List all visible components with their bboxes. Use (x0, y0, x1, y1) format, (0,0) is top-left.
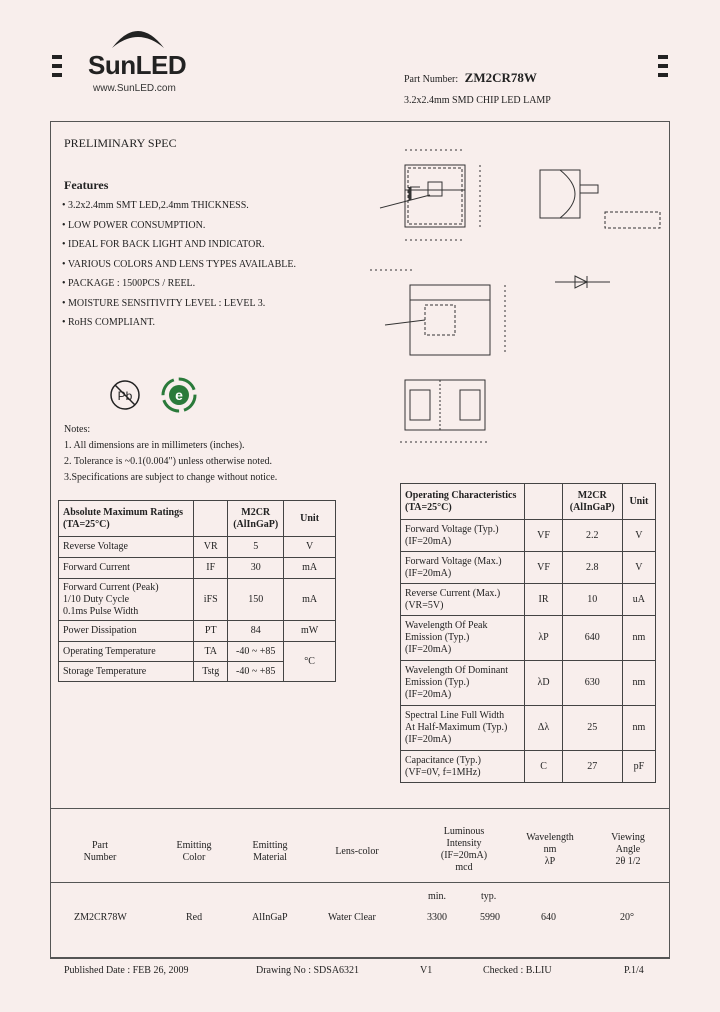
operating-characteristics-table (400, 483, 656, 783)
row-wavelength: 640 (541, 912, 556, 923)
table-row: Power Dissipation PT 84 mW (59, 621, 336, 642)
intensity-min-label: min. (428, 891, 447, 902)
checked-by: Checked : B.LIU (483, 965, 552, 976)
selection-header (50, 826, 670, 876)
feature-item: • VARIOUS COLORS AND LENS TYPES AVAILABLE. (62, 258, 297, 270)
table-row: Storage Temperature Tstg -40 ~ +85 (59, 662, 336, 682)
page-number: P.1/4 (624, 965, 644, 976)
brand-logo: SunLED (88, 50, 187, 80)
pb-badge-text: Pb (117, 389, 133, 403)
note-item: 2. Tolerance is ~0.1(0.004") unless otherwise noted. (64, 456, 273, 467)
selection-guide-top-rule (50, 808, 670, 809)
temp-unit: °C (284, 642, 336, 682)
table-row: Operating Temperature TA -40 ~ +85 °C (59, 642, 336, 662)
side-view-drawing (540, 170, 660, 228)
left-mark-1 (52, 55, 62, 59)
selection-row (50, 912, 670, 926)
right-mark-2 (658, 64, 668, 68)
published-date: Published Date : FEB 26, 2009 (64, 965, 189, 976)
col-part-number: Part Number (83, 840, 117, 863)
feature-item: • IDEAL FOR BACK LIGHT AND INDICATOR. (62, 239, 265, 250)
drawing-number: Drawing No : SDSA6321 (256, 965, 360, 976)
table-row: Forward Voltage (Typ.) (IF=20mA) VF 2.2 V (401, 520, 656, 552)
col-emitting-material: Emitting Material (252, 840, 288, 863)
notes-block (64, 422, 277, 486)
rohs-badge-text: e (175, 387, 183, 403)
package-dimension-drawing (330, 140, 670, 460)
part-number-line (404, 70, 537, 86)
solder-pad-drawing (400, 380, 490, 442)
abs-max-title: Absolute Maximum Ratings (TA=25°C) (59, 501, 194, 537)
col-emitting-color: Emitting Color (176, 840, 212, 863)
intensity-typ-label: typ. (481, 891, 497, 902)
note-item: 3.Specifications are subject to change without notice. (64, 472, 278, 483)
bottom-view-drawing (370, 270, 505, 355)
col-wavelength: Wavelength nm λP (526, 832, 574, 867)
table-row: Capacitance (Typ.) (VF=0V, f=1MHz) C 27 pF (401, 751, 656, 783)
col-viewing-angle: Viewing Angle 2θ 1/2 (611, 832, 645, 867)
footer-rule (50, 958, 670, 959)
feature-item: • PACKAGE : 1500PCS / REEL. (62, 278, 196, 289)
table-row: Reverse Voltage VR 5 V (59, 537, 336, 558)
op-char-title: Operating Characteristics (TA=25°C) (401, 484, 525, 520)
rohs-e-icon (160, 376, 198, 414)
feature-item: • MOISTURE SENSITIVITY LEVEL : LEVEL 3. (62, 297, 266, 309)
row-lens-color: Water Clear (328, 912, 376, 923)
row-emitting-color: Red (186, 912, 203, 923)
selection-header-rule (50, 882, 670, 883)
col-luminous-intensity: Luminous Intensity (IF=20mA) mcd (440, 826, 488, 873)
sun-arc-icon (108, 20, 168, 50)
feature-item: • LOW POWER CONSUMPTION. (62, 219, 206, 231)
right-mark-3 (658, 73, 668, 77)
left-mark-3 (52, 73, 62, 77)
brand-url[interactable]: www.SunLED.com (93, 83, 176, 94)
op-char-part-col: M2CR (AlInGaP) (562, 484, 622, 520)
table-row: Forward Current (Peak) 1/10 Duty Cycle 0.1ms Pulse Width iFS 150 mA (59, 579, 336, 621)
feature-item: • 3.2x2.4mm SMT LED,2.4mm THICKNESS. (62, 200, 249, 211)
feature-item: • RoHS COMPLIANT. (62, 317, 156, 328)
table-row: Spectral Line Full Width At Half-Maximum (Typ.) (IF=20mA) Δλ 25 nm (401, 706, 656, 751)
part-description: 3.2x2.4mm SMD CHIP LED LAMP (404, 95, 551, 106)
features-title: Features (64, 178, 109, 192)
features-list (62, 196, 296, 333)
pb-free-icon (108, 378, 142, 412)
abs-max-part-col: M2CR (AlInGaP) (228, 501, 284, 537)
table-row: Wavelength Of Dominant Emission (Typ.) (IF=20mA) λD 630 nm (401, 661, 656, 706)
diode-symbol (555, 276, 610, 288)
row-emitting-material: AlInGaP (252, 912, 288, 923)
table-row: Forward Current IF 30 mA (59, 558, 336, 579)
footer (50, 965, 670, 979)
row-viewing-angle: 20° (620, 912, 634, 923)
op-char-unit-col: Unit (622, 484, 655, 520)
row-intensity-typ: 5990 (480, 912, 500, 923)
table-row: Forward Voltage (Max.) (IF=20mA) VF 2.8 V (401, 552, 656, 584)
part-number-value: ZM2CR78W (464, 70, 537, 85)
table-row: Wavelength Of Peak Emission (Typ.) (IF=20mA) λP 640 nm (401, 616, 656, 661)
row-intensity-min: 3300 (427, 912, 447, 923)
right-mark-1 (658, 55, 668, 59)
left-mark-2 (52, 64, 62, 68)
abs-max-unit-col: Unit (284, 501, 336, 537)
note-item: 1. All dimensions are in millimeters (inches). (64, 440, 245, 451)
absolute-max-table (58, 500, 336, 682)
notes-title: Notes: (64, 424, 91, 435)
top-view-drawing (380, 150, 480, 240)
row-part-number: ZM2CR78W (74, 912, 127, 923)
table-row: Reverse Current (Max.) (VR=5V) IR 10 uA (401, 584, 656, 616)
col-lens-color: Lens-color (335, 846, 379, 857)
spec-status: PRELIMINARY SPEC (64, 136, 177, 150)
part-number-label: Part Number: (404, 74, 459, 85)
version: V1 (420, 965, 433, 976)
